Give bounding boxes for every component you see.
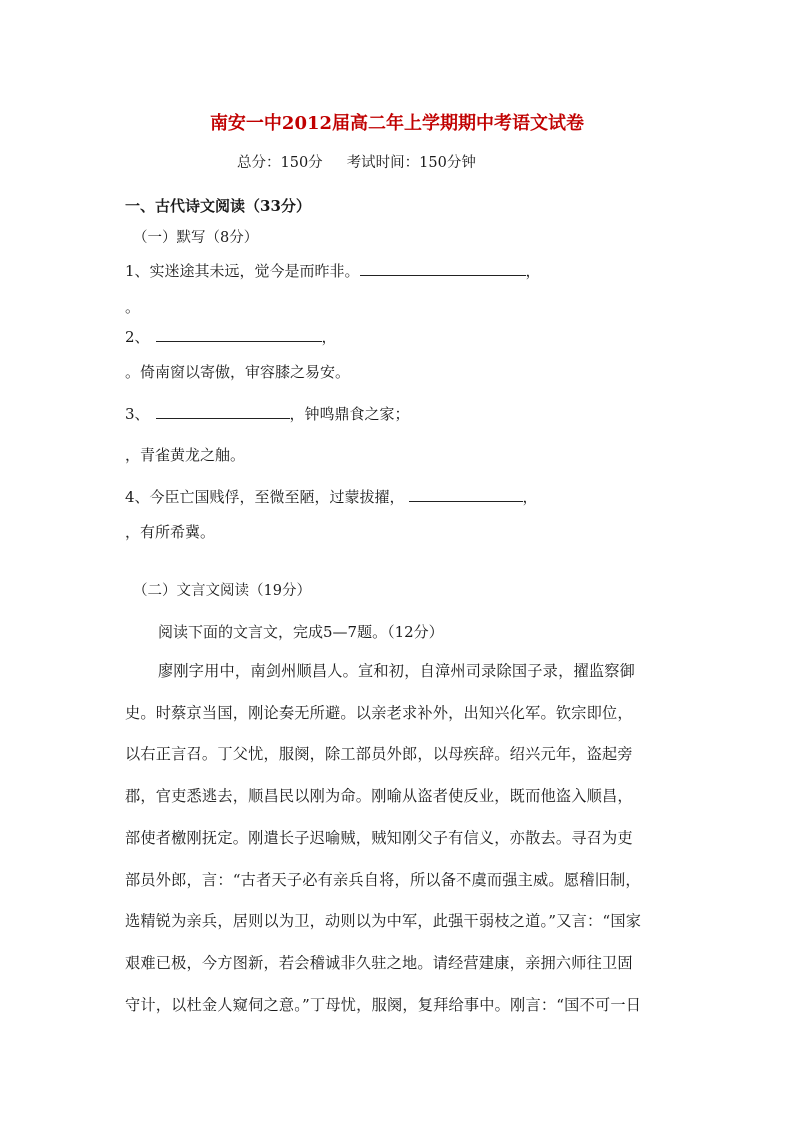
part-heading-dictation: （一）默写（8分） <box>133 230 259 246</box>
question-text: ， <box>321 328 337 346</box>
exam-time: 考试时间：150分钟 <box>346 155 476 171</box>
answer-blank[interactable] <box>409 487 523 502</box>
passage-line: 廖刚字用中，南剑州顺昌人。宣和初，自漳州司录除国子录，擢监察御 <box>158 662 636 680</box>
passage-line: 史。时蔡京当国，刚论奏无所避。以亲老求补外，出知兴化军。钦宗即位， <box>125 704 633 722</box>
question-text: ， <box>522 488 538 506</box>
part-heading-classical-prose: （二）文言文阅读（19分） <box>133 583 311 599</box>
passage-line: 以右正言召。丁父忧，服阕，除工部员外郎，以母疾辞。绍兴元年，盗起旁 <box>125 745 633 763</box>
passage-line: 选精锐为亲兵，居则以为卫，动则以为中军，此强干弱枝之道。”又言：“国家 <box>125 912 642 930</box>
exam-meta <box>237 153 476 173</box>
exam-title: 南安一中2012届高二年上学期期中考语文试卷 <box>209 113 585 134</box>
answer-blank[interactable] <box>156 327 322 342</box>
passage-line: 守计，以杜金人窥伺之意。”丁母忧，服阕，复拜给事中。刚言：“国不可一日 <box>125 996 642 1014</box>
question-text: ， <box>525 262 541 280</box>
question-number: 3、 <box>125 405 150 423</box>
section-heading-classical-reading: 一、古代诗文阅读（33分） <box>125 197 311 215</box>
question-text: 4、今臣亡国贱俘，至微至陋，过蒙拔擢， <box>125 488 405 506</box>
passage-line: 部使者檄刚抚定。刚遣长子迟喻贼，贼知刚父子有信义，亦散去。寻召为吏 <box>125 829 633 847</box>
question-2-line-1 <box>125 327 337 347</box>
question-number: 2、 <box>125 328 150 346</box>
passage-line: 部员外郎，言：“古者天子必有亲兵自将，所以备不虞而强主威。愿稽旧制， <box>125 871 641 889</box>
answer-blank[interactable] <box>156 404 290 419</box>
question-1-line-1 <box>125 261 541 281</box>
passage-line: 郡，官吏悉逃去，顺昌民以刚为命。刚喻从盗者使反业，既而他盗入顺昌， <box>125 787 633 805</box>
question-text: 1、实迷途其未远，觉今是而昨非。 <box>125 262 360 280</box>
question-text: ，钟鸣鼎食之家； <box>289 405 410 423</box>
question-4-line-2: ，有所希冀。 <box>125 523 216 541</box>
answer-blank[interactable] <box>360 261 526 276</box>
question-2-line-2: 。倚南窗以寄傲，审容膝之易安。 <box>125 363 351 381</box>
total-score: 总分：150分 <box>237 155 323 171</box>
passage-line: 艰难已极，今方图新，若会稽诚非久驻之地。请经营建康，亲拥六师往卫固 <box>125 954 633 972</box>
question-3-line-2: ，青雀黄龙之舳。 <box>125 446 246 464</box>
question-1-line-2: 。 <box>125 298 141 316</box>
reading-instructions: 阅读下面的文言文，完成5—7题。（12分） <box>158 623 444 641</box>
question-4-line-1 <box>125 487 538 507</box>
question-3-line-1 <box>125 404 410 424</box>
